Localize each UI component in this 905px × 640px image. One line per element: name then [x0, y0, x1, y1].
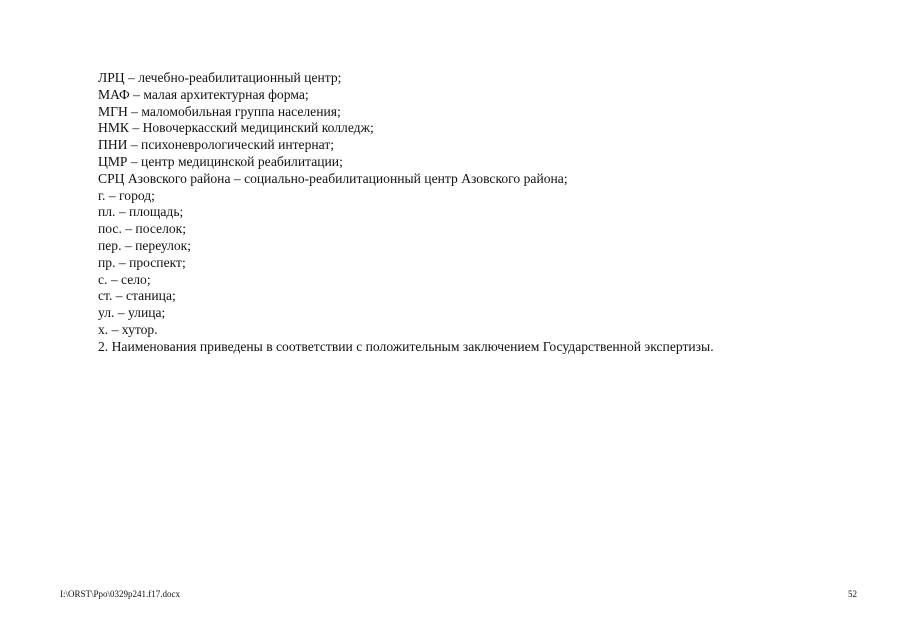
abbreviation-line: с. – село;	[98, 271, 151, 287]
footer-page-number: 52	[848, 589, 857, 599]
abbreviation-line: ЛРЦ – лечебно-реабилитационный центр;	[98, 70, 342, 85]
abbreviation-line: х. – хутор.	[98, 321, 158, 337]
abbreviation-line: пл. – площадь;	[98, 204, 184, 220]
abbreviation-line: ул. – улица;	[98, 305, 166, 321]
abbreviation-line: МГН – маломобильная группа населения;	[98, 103, 341, 119]
abbreviation-line: ст. – станица;	[98, 288, 176, 304]
abbreviation-line: пр. – проспект;	[98, 254, 186, 270]
abbreviation-line: пер. – переулок;	[98, 237, 192, 253]
footer-file-path: I:\ORST\Ppo\0329p241.f17.docx	[60, 589, 181, 599]
note-paragraph: 2. Наименования приведены в соответствии с положительным заключением Государственной экспертизы.	[98, 338, 714, 354]
abbreviation-line: ЦМР – центр медицинской реабилитации;	[98, 153, 343, 169]
abbreviation-line: НМК – Новочеркасский медицинский колледж;	[98, 120, 374, 136]
abbreviation-line: г. – город;	[98, 187, 155, 203]
abbreviation-line: МАФ – малая архитектурная форма;	[98, 86, 309, 102]
abbreviation-line: пос. – поселок;	[98, 221, 187, 237]
abbreviation-line: ПНИ – психоневрологический интернат;	[98, 137, 335, 153]
abbreviation-line: СРЦ Азовского района – социально-реабилитационный центр Азовского района;	[98, 170, 568, 186]
document-body	[98, 70, 858, 356]
